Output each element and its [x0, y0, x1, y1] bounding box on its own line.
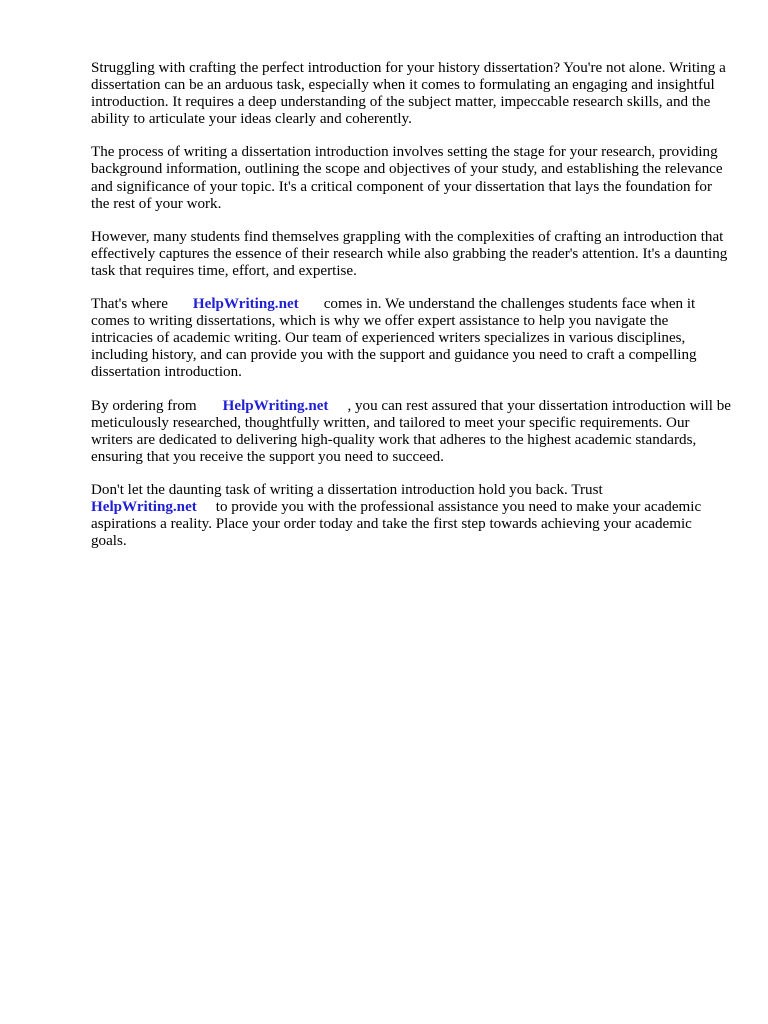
- paragraph-5-rest: , you can rest assured that your dissertation introduction will be meticulously researched, thoughtfully written, and tailored to meet your specific requirements. Our writers are dedicated to delivering high-quality work that adheres to the highest academic standards, ensuring that you receive the support you need to succeed.: [91, 397, 731, 465]
- paragraph-6-lead: Don't let the daunting task of writing a dissertation introduction hold you back. Trust: [91, 481, 603, 498]
- paragraph-5-lead: By ordering from: [91, 397, 197, 414]
- helpwriting-link-3[interactable]: HelpWriting.net: [91, 498, 197, 515]
- paragraph-3: However, many students find themselves grappling with the complexities of crafting an introduction that effectively captures the essence of their research while also grabbing the reader's attention. It's a daunting task that requires time, effort, and expertise.: [91, 228, 728, 279]
- paragraph-1: Struggling with crafting the perfect introduction for your history dissertation? You're not alone. Writing a dissertation can be an arduous task, especially when it comes to formulating an engaging and insightful introduction. It requires a deep understanding of the subject matter, impeccable research skills, and the ability to articulate your ideas clearly and coherently.: [91, 60, 726, 128]
- helpwriting-link-2[interactable]: HelpWriting.net: [222, 397, 329, 414]
- paragraph-5: [91, 398, 731, 466]
- document-body: [91, 60, 731, 566]
- helpwriting-link-1[interactable]: HelpWriting.net: [192, 296, 299, 313]
- paragraph-4-lead: That's where: [91, 296, 168, 313]
- paragraph-4: [91, 296, 731, 381]
- paragraph-6: [91, 482, 731, 550]
- paragraph-4-rest: comes in. We understand the challenges students face when it comes to writing dissertations, which is why we offer expert assistance to help you navigate the intricacies of academic writing. Our team of experienced writers specializes in various disciplines, including history, and can provide you with the support and guidance you need to craft a compelling dissertation introduction.: [91, 296, 697, 381]
- paragraph-2: The process of writing a dissertation introduction involves setting the stage for your research, providing background information, outlining the scope and objectives of your study, and establishing the relevance and significance of your topic. It's a critical component of your dissertation that lays the foundation for the rest of your work.: [91, 144, 723, 212]
- paragraph-6-rest: to provide you with the professional assistance you need to make your academic aspirations a reality. Place your order today and take the first step towards achieving your academic goals.: [91, 498, 702, 550]
